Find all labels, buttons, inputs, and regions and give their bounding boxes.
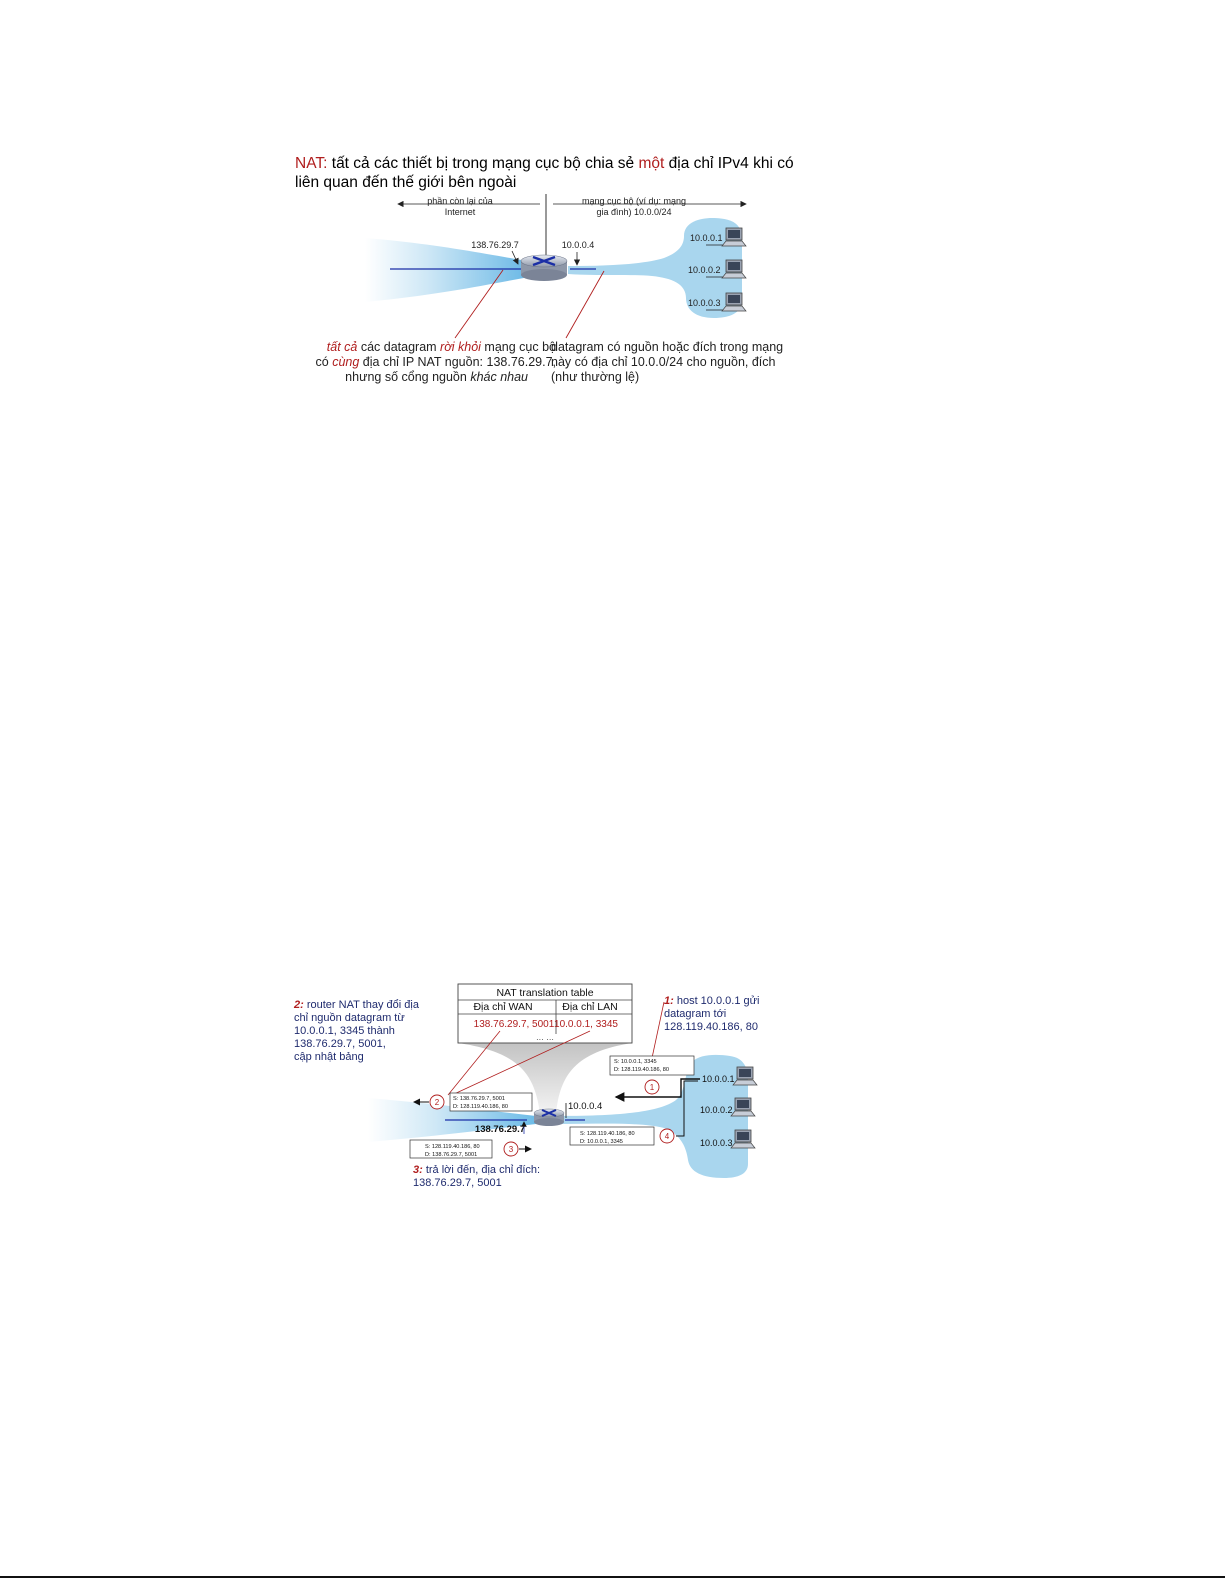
caption-right-pointer (566, 271, 604, 338)
note2-num: 2: (294, 999, 304, 1011)
nat-overview-diagram (0, 0, 1225, 420)
page-bottom-rule (0, 1576, 1225, 1578)
packet-2-dest: D: 128.119.40.186, 80 (453, 1104, 508, 1110)
internet-label-1: phần còn lại của (427, 196, 493, 206)
table-row-lan: 10.0.0.1, 3345 (554, 1019, 618, 1030)
wan-ip-label: 138.76.29.7 (471, 240, 519, 250)
note1-pointer (652, 1002, 664, 1058)
note2-line1 (293, 999, 420, 1011)
note-step-3 (413, 1164, 540, 1189)
host-1-ip: 10.0.0.1 (702, 1074, 735, 1084)
table-title: NAT translation table (496, 987, 594, 999)
note3-line1 (413, 1164, 540, 1176)
note1-l1: host 10.0.0.1 gửi (673, 995, 760, 1007)
note3-num: 3: (413, 1164, 423, 1176)
packet-3-source: S: 128.119.40.186, 80 (425, 1144, 480, 1150)
cap-l1b: các datagram (357, 340, 441, 354)
lan-label-2: gia đình) 10.0.0/24 (596, 207, 672, 217)
caption-right-line1: datagram có nguồn hoặc đích trong mạng (551, 340, 784, 354)
internet-label-2: Internet (444, 207, 476, 217)
emph-same: cùng (332, 355, 360, 369)
title-nat-word: NAT: (295, 155, 328, 172)
table-row-wan: 138.76.29.7, 5001 (473, 1019, 555, 1030)
packet-3-dest: D: 138.76.29.7, 5001 (425, 1152, 478, 1158)
table-row-more: … … (535, 1033, 555, 1042)
caption-right-line2: này có địa chỉ 10.0.0/24 cho nguồn, đích (551, 355, 776, 369)
emph-all: tất cả (326, 340, 358, 354)
note1-num: 1: (664, 995, 674, 1007)
note3-l1: trả lời đến, địa chỉ đích: (422, 1164, 541, 1176)
note-step-1 (664, 995, 759, 1033)
packet-4 (570, 1127, 654, 1145)
lan-router-ip-label: 10.0.0.4 (561, 240, 595, 250)
note2-l1: router NAT thay đổi địa (303, 999, 419, 1011)
table-col-lan: Địa chỉ LAN (562, 1001, 618, 1013)
emph-different: khác nhau (470, 370, 528, 384)
host-3-ip: 10.0.0.3 (688, 298, 721, 308)
emph-leave: rời khỏi (440, 340, 481, 354)
caption-left-line1 (327, 340, 556, 354)
title-text-b: địa chỉ IPv4 khi có (664, 155, 794, 172)
caption-left-line3 (345, 370, 528, 384)
note2-line4: 138.76.29.7, 5001, (294, 1038, 386, 1050)
cap-l2c: địa chỉ IP NAT nguồn: 138.76.29.7, (359, 355, 556, 369)
note2-line5: cập nhật bảng (294, 1051, 364, 1063)
table-col-wan: Địa chỉ WAN (473, 1001, 533, 1013)
step-3-number: 3 (508, 1145, 514, 1154)
caption-right-line3: (như thường lệ) (551, 370, 640, 384)
note2-line2: chỉ nguồn datagram từ (294, 1012, 405, 1024)
note1-line1 (664, 995, 759, 1007)
lan-label-1: mạng cục bộ (ví dụ: mạng (581, 196, 687, 206)
note-step-2 (293, 999, 420, 1063)
host-3-ip: 10.0.0.3 (700, 1138, 733, 1148)
diagram1-title-line2: liên quan đến thế giới bên ngoài (295, 174, 517, 191)
step-2-number: 2 (434, 1098, 440, 1107)
cap-l1d: mạng cục bộ (480, 340, 556, 354)
packet-1-source: S: 10.0.0.1, 3345 (614, 1059, 657, 1065)
title-emph-one: một (638, 155, 665, 172)
note3-line2: 138.76.29.7, 5001 (413, 1177, 502, 1189)
wan-ip-label: 138.76.29.7 (474, 1124, 526, 1135)
note2-line3: 10.0.0.1, 3345 thành (294, 1025, 395, 1037)
packet-2-source: S: 138.76.29.7, 5001 (453, 1096, 505, 1102)
caption-left-line2 (316, 355, 556, 369)
cap-l3a: nhưng số cổng nguồn (345, 370, 471, 384)
host-2-ip: 10.0.0.2 (700, 1105, 733, 1115)
host-1-ip: 10.0.0.1 (690, 233, 723, 243)
cap-l2a: có (315, 355, 333, 369)
packet-4-source: S: 128.119.40.186, 80 (580, 1131, 635, 1137)
diagram1-title (295, 155, 794, 172)
packet-3 (410, 1140, 492, 1158)
title-text-a: tất cả các thiết bị trong mạng cục bộ chia sẻ (327, 155, 639, 172)
lan-router-ip-label: 10.0.0.4 (568, 1101, 603, 1112)
packet-1-dest: D: 128.119.40.186, 80 (614, 1067, 669, 1073)
host-2-ip: 10.0.0.2 (688, 265, 721, 275)
nat-router-icon (534, 1109, 564, 1126)
nat-translation-diagram (0, 960, 1225, 1200)
nat-translation-table (458, 984, 632, 1043)
step-4-number: 4 (664, 1132, 670, 1141)
note1-line2: datagram tới (664, 1008, 727, 1020)
packet-2 (450, 1093, 532, 1111)
note1-line3: 128.119.40.186, 80 (664, 1021, 758, 1033)
step-1-number: 1 (649, 1083, 655, 1092)
packet-1 (610, 1056, 694, 1075)
packet-4-dest: D: 10.0.0.1, 3345 (580, 1139, 623, 1145)
nat-router-icon (521, 255, 567, 281)
